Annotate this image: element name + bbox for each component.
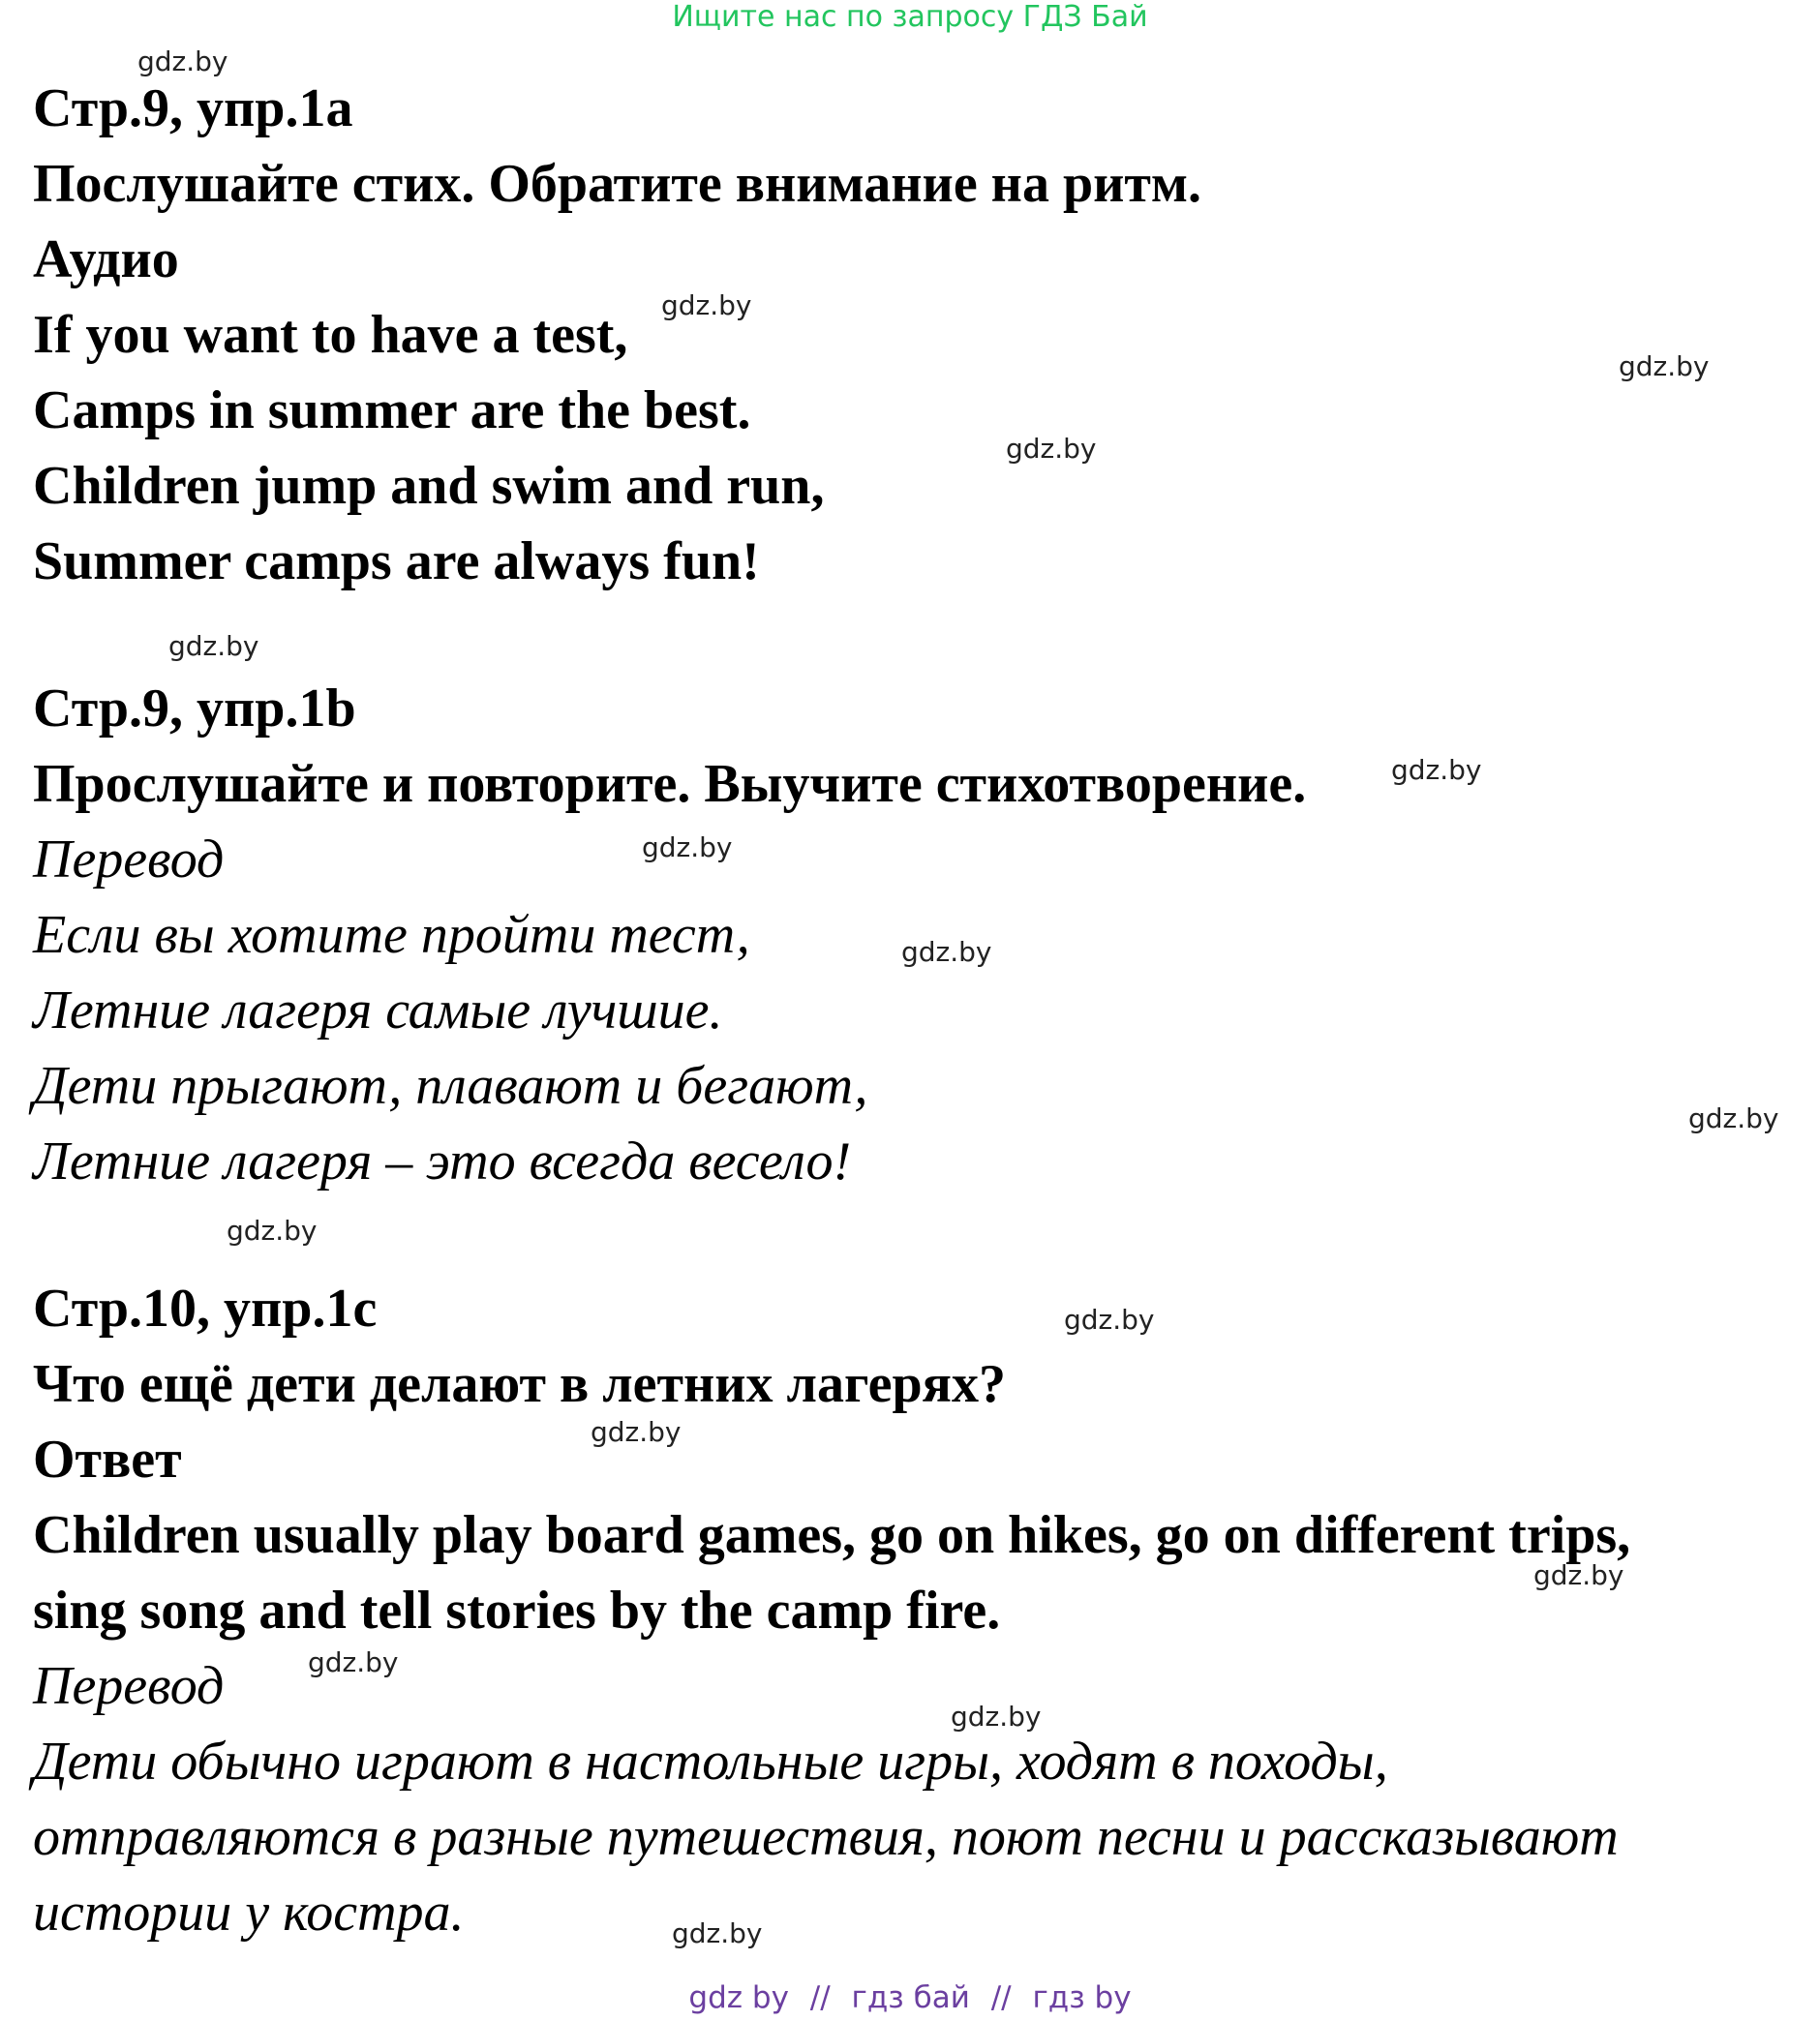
watermark: gdz.by [1688,1102,1779,1134]
watermark: gdz.by [901,936,992,968]
answer-line: sing song and tell stories by the camp fire. [33,1581,1001,1641]
translation-label: Перевод [33,1656,225,1716]
footer-link[interactable]: гдз бай [851,1980,970,2015]
footer-links [0,1980,1820,2015]
watermark: gdz.by [1006,433,1097,465]
watermark: gdz.by [642,831,733,863]
search-banner: Ищите нас по запросу ГДЗ Бай [672,0,1148,34]
translation-line: Летние лагеря – это всегда весело! [33,1131,852,1191]
section-2-heading: Стр.9, упр.1b [33,679,356,739]
watermark: gdz.by [1064,1304,1155,1336]
watermark: gdz.by [591,1416,682,1448]
section-2-label: Перевод [33,830,225,890]
answer-label: Ответ [33,1430,182,1490]
section-1-label: Аудио [33,229,179,289]
section-3-task: Что ещё дети делают в летних лагерях? [33,1354,1006,1414]
watermark: gdz.by [1533,1559,1624,1591]
translation-line: Дети прыгают, плавают и бегают, [33,1056,868,1116]
section-1-heading: Стр.9, упр.1a [33,78,353,138]
watermark: gdz.by [308,1646,399,1678]
translation-line: Если вы хотите пройти тест, [33,905,750,965]
section-2-task: Прослушайте и повторите. Выучите стихотворение. [33,754,1307,814]
watermark: gdz.by [1391,754,1482,786]
poem-line: If you want to have a test, [33,305,628,365]
translation-line: отправляются в разные путешествия, поют песни и рассказывают [33,1807,1619,1867]
section-3-heading: Стр.10, упр.1c [33,1279,378,1339]
watermark: gdz.by [951,1701,1042,1733]
footer-separator: // [990,1980,1012,2015]
watermark: gdz.by [1619,350,1710,382]
watermark: gdz.by [661,289,752,321]
translation-line: Дети обычно играют в настольные игры, ходят в походы, [33,1732,1388,1792]
translation-line: истории у костра. [33,1883,465,1943]
poem-line: Children jump and swim and run, [33,456,825,516]
footer-separator: // [809,1980,831,2015]
footer-link[interactable]: gdz by [688,1980,789,2015]
footer-link[interactable]: гдз by [1032,1980,1132,2015]
poem-line: Camps in summer are the best. [33,380,751,440]
answer-line: Children usually play board games, go on hikes, go on different trips, [33,1505,1631,1565]
watermark: gdz.by [227,1215,318,1247]
section-1-task: Послушайте стих. Обратите внимание на ритм. [33,154,1202,214]
watermark: gdz.by [672,1917,763,1949]
poem-line: Summer camps are always fun! [33,531,760,591]
translation-line: Летние лагеря самые лучшие. [33,980,723,1041]
watermark: gdz.by [168,630,259,662]
watermark: gdz.by [137,45,228,77]
